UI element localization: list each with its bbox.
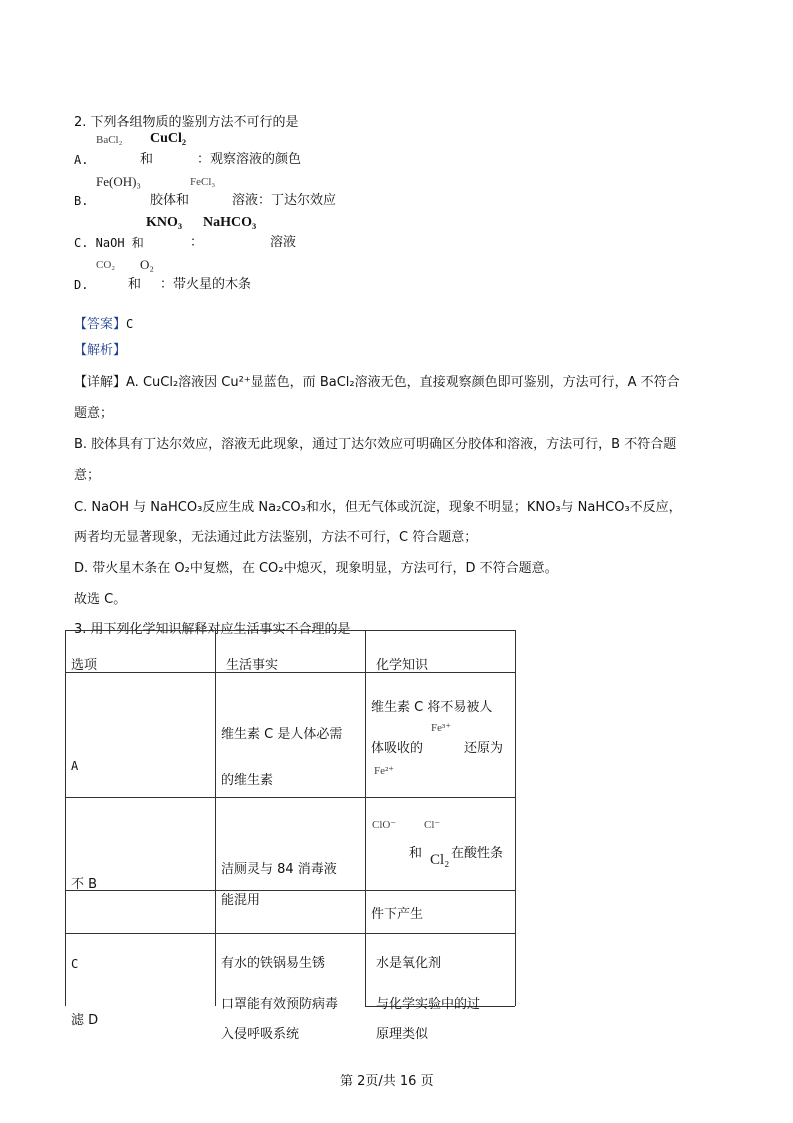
row-b-and: 和 xyxy=(409,846,423,861)
option-b-text: 溶液：丁达尔效应 xyxy=(232,193,337,208)
table-border-top xyxy=(65,630,515,631)
row-d-fact-line1: 口罩能有效预防病毒 xyxy=(221,997,339,1012)
row-b-gas-cl2: Cl₂ xyxy=(430,852,450,868)
formula-co2: CO₂ xyxy=(96,259,116,271)
option-d-and: 和 xyxy=(128,277,142,292)
row-a-ion-fe3: Fe³⁺ xyxy=(431,722,452,734)
row-a-fact-line1: 维生素 C 是人体必需 xyxy=(221,727,343,742)
detail-tag: 【详解】 xyxy=(74,375,127,390)
question-3-stem: 3. 用下列化学知识解释对应生活事实不合理的是 xyxy=(74,622,351,637)
row-a-knowledge-line1: 维生素 C 将不易被人 xyxy=(371,700,493,715)
row-b-knowledge-line2: 件下产生 xyxy=(371,907,424,922)
table-header-knowledge: 化学知识 xyxy=(376,658,429,673)
analysis-b-line2: 意； xyxy=(74,468,101,483)
formula-o2: O₂ xyxy=(140,257,154,272)
option-b-label: B. xyxy=(74,194,89,208)
page-footer: 第 2页/共 16 页 xyxy=(340,1074,434,1089)
row-d-knowledge-line1: 与化学实验中的过 xyxy=(376,997,481,1012)
option-a-and: 和 xyxy=(140,152,154,167)
formula-nahco3: NaHCO₃ xyxy=(203,215,257,230)
row-a-fact-line2: 的维生素 xyxy=(221,773,274,788)
row-a-knowledge-line2a: 体吸收的 xyxy=(371,741,424,756)
formula-cucl2: CuCl₂ xyxy=(150,131,187,146)
row-b-fact-line1: 洁厕灵与 84 消毒液 xyxy=(221,862,337,877)
option-c-colon: ： xyxy=(190,235,204,250)
analysis-b-line1: B. 胶体具有丁达尔效应，溶液无此现象，通过丁达尔效应可明确区分胶体和溶液，方法可行，B 不符合题 xyxy=(74,437,677,452)
analysis-a-line1 xyxy=(74,375,680,391)
row-c-knowledge: 水是氧化剂 xyxy=(376,956,442,971)
option-a-label: A. xyxy=(74,153,89,167)
answer-value: C xyxy=(126,317,134,331)
analysis-conclusion: 故选 C。 xyxy=(74,592,127,607)
answer-line xyxy=(74,313,133,333)
table-row-divider xyxy=(65,890,515,891)
formula-fecl3: FeCl₃ xyxy=(190,176,216,188)
analysis-c-line1: C. NaOH 与 NaHCO₃反应生成 Na₂CO₃和水，但无气体或沉淀，现象不明显；KNO₃与 NaHCO₃不反应， xyxy=(74,500,682,515)
row-b-ion-clo: ClO⁻ xyxy=(372,819,397,831)
table-border-right xyxy=(515,630,516,1006)
table-row-divider xyxy=(65,797,515,798)
formula-kno3: KNO₃ xyxy=(146,215,183,230)
table-column-divider xyxy=(215,630,216,1006)
option-c-text: 溶液 xyxy=(270,235,297,250)
analysis-tag: 【解析】 xyxy=(74,343,127,358)
analysis-c-line2: 两者均无显著现象，无法通过此方法鉴别，方法不可行，C 符合题意； xyxy=(74,530,478,545)
row-b-fact-line2: 能混用 xyxy=(221,893,261,908)
table-header-option: 选项 xyxy=(71,658,98,673)
answer-tag: 【答案】 xyxy=(74,317,127,332)
table-header-fact: 生活事实 xyxy=(226,658,279,673)
row-a-option: A xyxy=(71,759,79,773)
table-row-divider xyxy=(65,672,515,673)
option-d-label: D. xyxy=(74,278,89,292)
formula-fe-oh-3: Fe(OH)₃ xyxy=(96,174,141,189)
row-d-knowledge-line2: 原理类似 xyxy=(376,1027,429,1042)
option-a-text: ：观察溶液的颜色 xyxy=(197,152,302,167)
row-a-knowledge-line2b: 还原为 xyxy=(464,741,504,756)
row-b-ion-cl: Cl⁻ xyxy=(424,819,441,831)
analysis-a-text: A. CuCl₂溶液因 Cu²⁺显蓝色，而 BaCl₂溶液无色，直接观察颜色即可鉴别，方法可行，A 不符合 xyxy=(126,375,680,390)
row-c-fact: 有水的铁锅易生锈 xyxy=(221,956,326,971)
question-2-stem: 2. 下列各组物质的鉴别方法不可行的是 xyxy=(74,115,299,130)
row-d-fact-line2: 入侵呼吸系统 xyxy=(221,1027,300,1042)
option-b-mid: 胶体和 xyxy=(150,193,190,208)
table-row-divider xyxy=(65,933,515,934)
table-column-divider xyxy=(65,630,66,1006)
row-a-ion-fe2: Fe²⁺ xyxy=(374,765,395,777)
analysis-d-line1: D. 带火星木条在 O₂中复燃，在 CO₂中熄灭，现象明显，方法可行，D 不符合题意。 xyxy=(74,561,558,576)
row-b-knowledge-line1: 在酸性条 xyxy=(451,846,504,861)
formula-bacl2: BaCl₂ xyxy=(96,134,123,146)
row-d-option: 滤 D xyxy=(71,1013,99,1028)
option-d-text: ：带火星的木条 xyxy=(160,277,252,292)
table-column-divider xyxy=(365,630,366,1006)
row-c-option: C xyxy=(71,957,79,971)
option-c-label: C. NaOH 和 xyxy=(74,236,144,250)
row-b-option: 不 B xyxy=(71,877,98,892)
analysis-a-line2: 题意； xyxy=(74,406,114,421)
